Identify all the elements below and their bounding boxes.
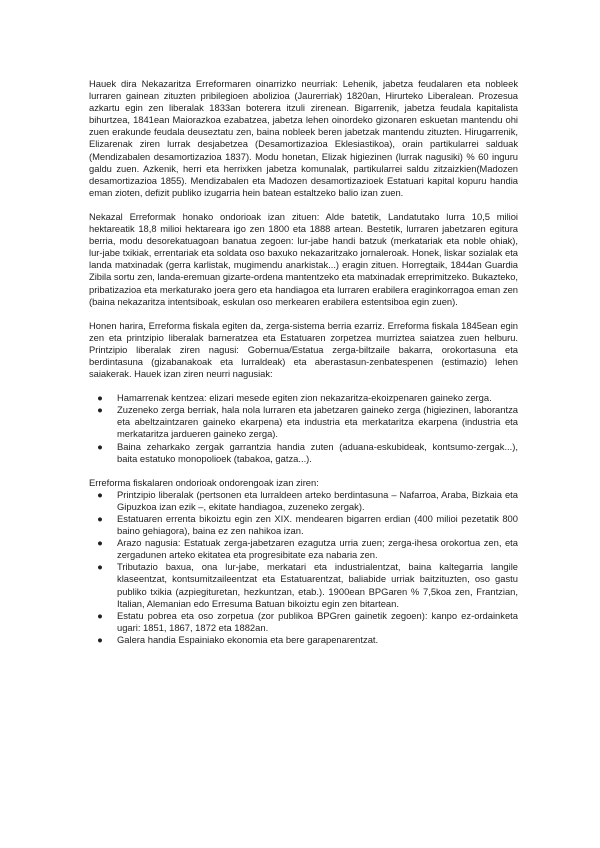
list-item: ● Printzipio liberalak (pertsonen eta lurraldeen arteko berdintasuna – Nafarroa, Araba, Bizkaia eta Gipuzkoa izan ezik –, ekitate handiagoa, zuzeneko zergak). (97, 488, 518, 512)
list-item: ● Zuzeneko zerga berriak, hala nola lurraren eta jabetzaren gaineko zerga (higiezinen, laborantza eta abeltzaintzaren gaineko ekarpena) eta industria eta merkataritza ekarpena (industria eta merkataritza jardueren gaineko zerga). (97, 404, 518, 440)
paragraph-fiscal-reform: Honen harira, Erreforma fiskala egiten da, zerga-sistema berria ezarriz. Erreforma fiskala 1845ean egin zen eta printzipio liberalak barneratzea eta Estatuaren zorpetzea murriztea saiatzea zuen helburu. Printzipio liberalak ziren nagusi: Gobernua/Estatua zerga-biltzaile bakarra, orokortasuna eta berdintasuna (gizabanakoak eta lurraldeak) eta aberastasun-zenbatespenen (estimazio) lehen saiakerak. Hauek izan ziren neurri nagusiak: (89, 319, 518, 380)
fiscal-consequences-list (97, 489, 518, 646)
list-item: ● Estatuaren errenta bikoiztu egin zen XIX. mendearen bigarren erdian (400 milioi pezetatik 800 baino gehiagora), baina ez zen nahikoa izan. (97, 513, 518, 537)
paragraph-gap (89, 465, 518, 477)
list-item: ● Galera handia Espainiako ekonomia eta bere garapenarentzat. (97, 633, 379, 645)
paragraph-gap (89, 308, 518, 320)
list-item: ● Estatu pobrea eta oso zorpetua (zor publikoa BPGren gainetik zegoen): kanpo ez-ordainketa ugari: 1851, 1867, 1872 eta 1882an. (97, 609, 518, 633)
bullet-icon: ● (97, 513, 103, 524)
bullet-icon: ● (97, 488, 103, 500)
bullet-icon: ● (97, 633, 103, 645)
bullet-icon: ● (97, 609, 103, 621)
bullet-icon: ● (97, 537, 103, 549)
list-item: ● Hamarrenak kentzea: elizari mesede egiten zion nekazaritza-ekoizpenaren gaineko zerga. (97, 392, 492, 404)
paragraph-agrarian-reform-consequences: Nekazal Erreformak honako ondorioak izan zituen: Alde batetik, Landatutako lurra 10,5 milioi hektareatik 18,8 milioi hektareara igo zen 1800 eta 1888 artean. Bestetik, lurraren jabetzaren egitura berria, modu desorekatuagoan banatua zegoen: lur-jabe handi batzuk (merkatariak eta noble ohiak), lur-jabe txikiak, errentariak eta soldata oso baxuko nekazaritzako jornaleroak. Honek, liskar sozialak eta landa matxinadak (gerra karlistak, mugimendu anarkistak...) eragin zituen. Horregtaik, 1844an Guardia Zibila sortu zen, landa-eremuan gizarte-ordena mantentzeko eta matxinadak erreprimitzeko. Bukazteko, pribatizazioa eta merkaturako joera gero eta handiagoa eta lurraren erabilera eraginkorragoa eman zen (baina nekazaritza intentsiboak, eskulan oso merkearen erabilera estentsiboa egin zuen). (89, 210, 518, 307)
list-item: ● Tributazio baxua, ona lur-jabe, merkatari eta industrialentzat, baina kaltegarria langile klaseentzat, kontsumitzaileentzat eta Estatuarentzat, baliabide urriak baitzituzten, oso gastu publiko txikia (azpiegituretan, hezkuntzan, etab.). 1900ean BPGaren % 7,5koa zen, Frantzian, Italian, Alemanian edo Erresuma Batuan bikoiztu egin zen bitartean. (97, 561, 518, 609)
fiscal-measures-list (97, 392, 518, 465)
paragraph-gap (89, 199, 518, 211)
paragraph-gap (89, 380, 518, 392)
bullet-icon: ● (97, 404, 103, 416)
list-item: ● Arazo nagusia: Estatuak zerga-jabetzaren ezagutza urria zuen; zerga-ihesa orokortua zen, eta zergadunen arteko ekitatea eta progresibitate eza nabaria zen. (97, 537, 518, 561)
bullet-icon: ● (97, 392, 103, 404)
list2-intro: Erreforma fiskalaren ondorioak ondorengoak izan ziren: (89, 476, 319, 488)
bullet-icon: ● (97, 440, 103, 452)
bullet-icon: ● (97, 561, 103, 573)
list-item: ● Baina zeharkako zergak garrantzia handia zuten (aduana-eskubideak, kontsumo-zergak...), baita estatuko monopolioek (tabakoa, gatza...). (97, 440, 518, 464)
paragraph-agrarian-reform-measures: Hauek dira Nekazaritza Erreformaren oinarrizko neurriak: Lehenik, jabetza feudalaren eta nobleek lurraren gainean zituzten pribilegioen abolizioa (Jaurerriak) 1820an, Hirurteko Liberalean. Prozesua azkartu egin zen liberalak 1833an boterera itzuli zirenean. Bigarrenik, jabetza feudala kapitalista bihurtzea, 1841ean Maiorazkoa ezabatzea, jabetza lehen oinordeko gizonaren eskuetan mantendu ohi zuen erakunde feudala deuseztatu zen, baina nobleek beren jabetzak mantendu zituzten. Hirugarrenik, Elizarenak ziren lurrak desjabetzea (Desamortizazioa Eklesiastikoa), orain partikularrei salduak (Mendizabalen desamortizazioa 1837). Modu honetan, Elizak higiezinen (lurrak nagusiki) % 60 inguru galdu zuen. Azkenik, herri eta herrixken jabetza komunalak, partikularrei saldu zitzaizkien(Madozen desamortizazioa 1855). Mendizabalen eta Madozen desamortizazioek Estatuari kapital kopuru handia eman zioten, defizit publiko izugarria hein batean estaltzeko balio izan zuen. (89, 78, 518, 198)
